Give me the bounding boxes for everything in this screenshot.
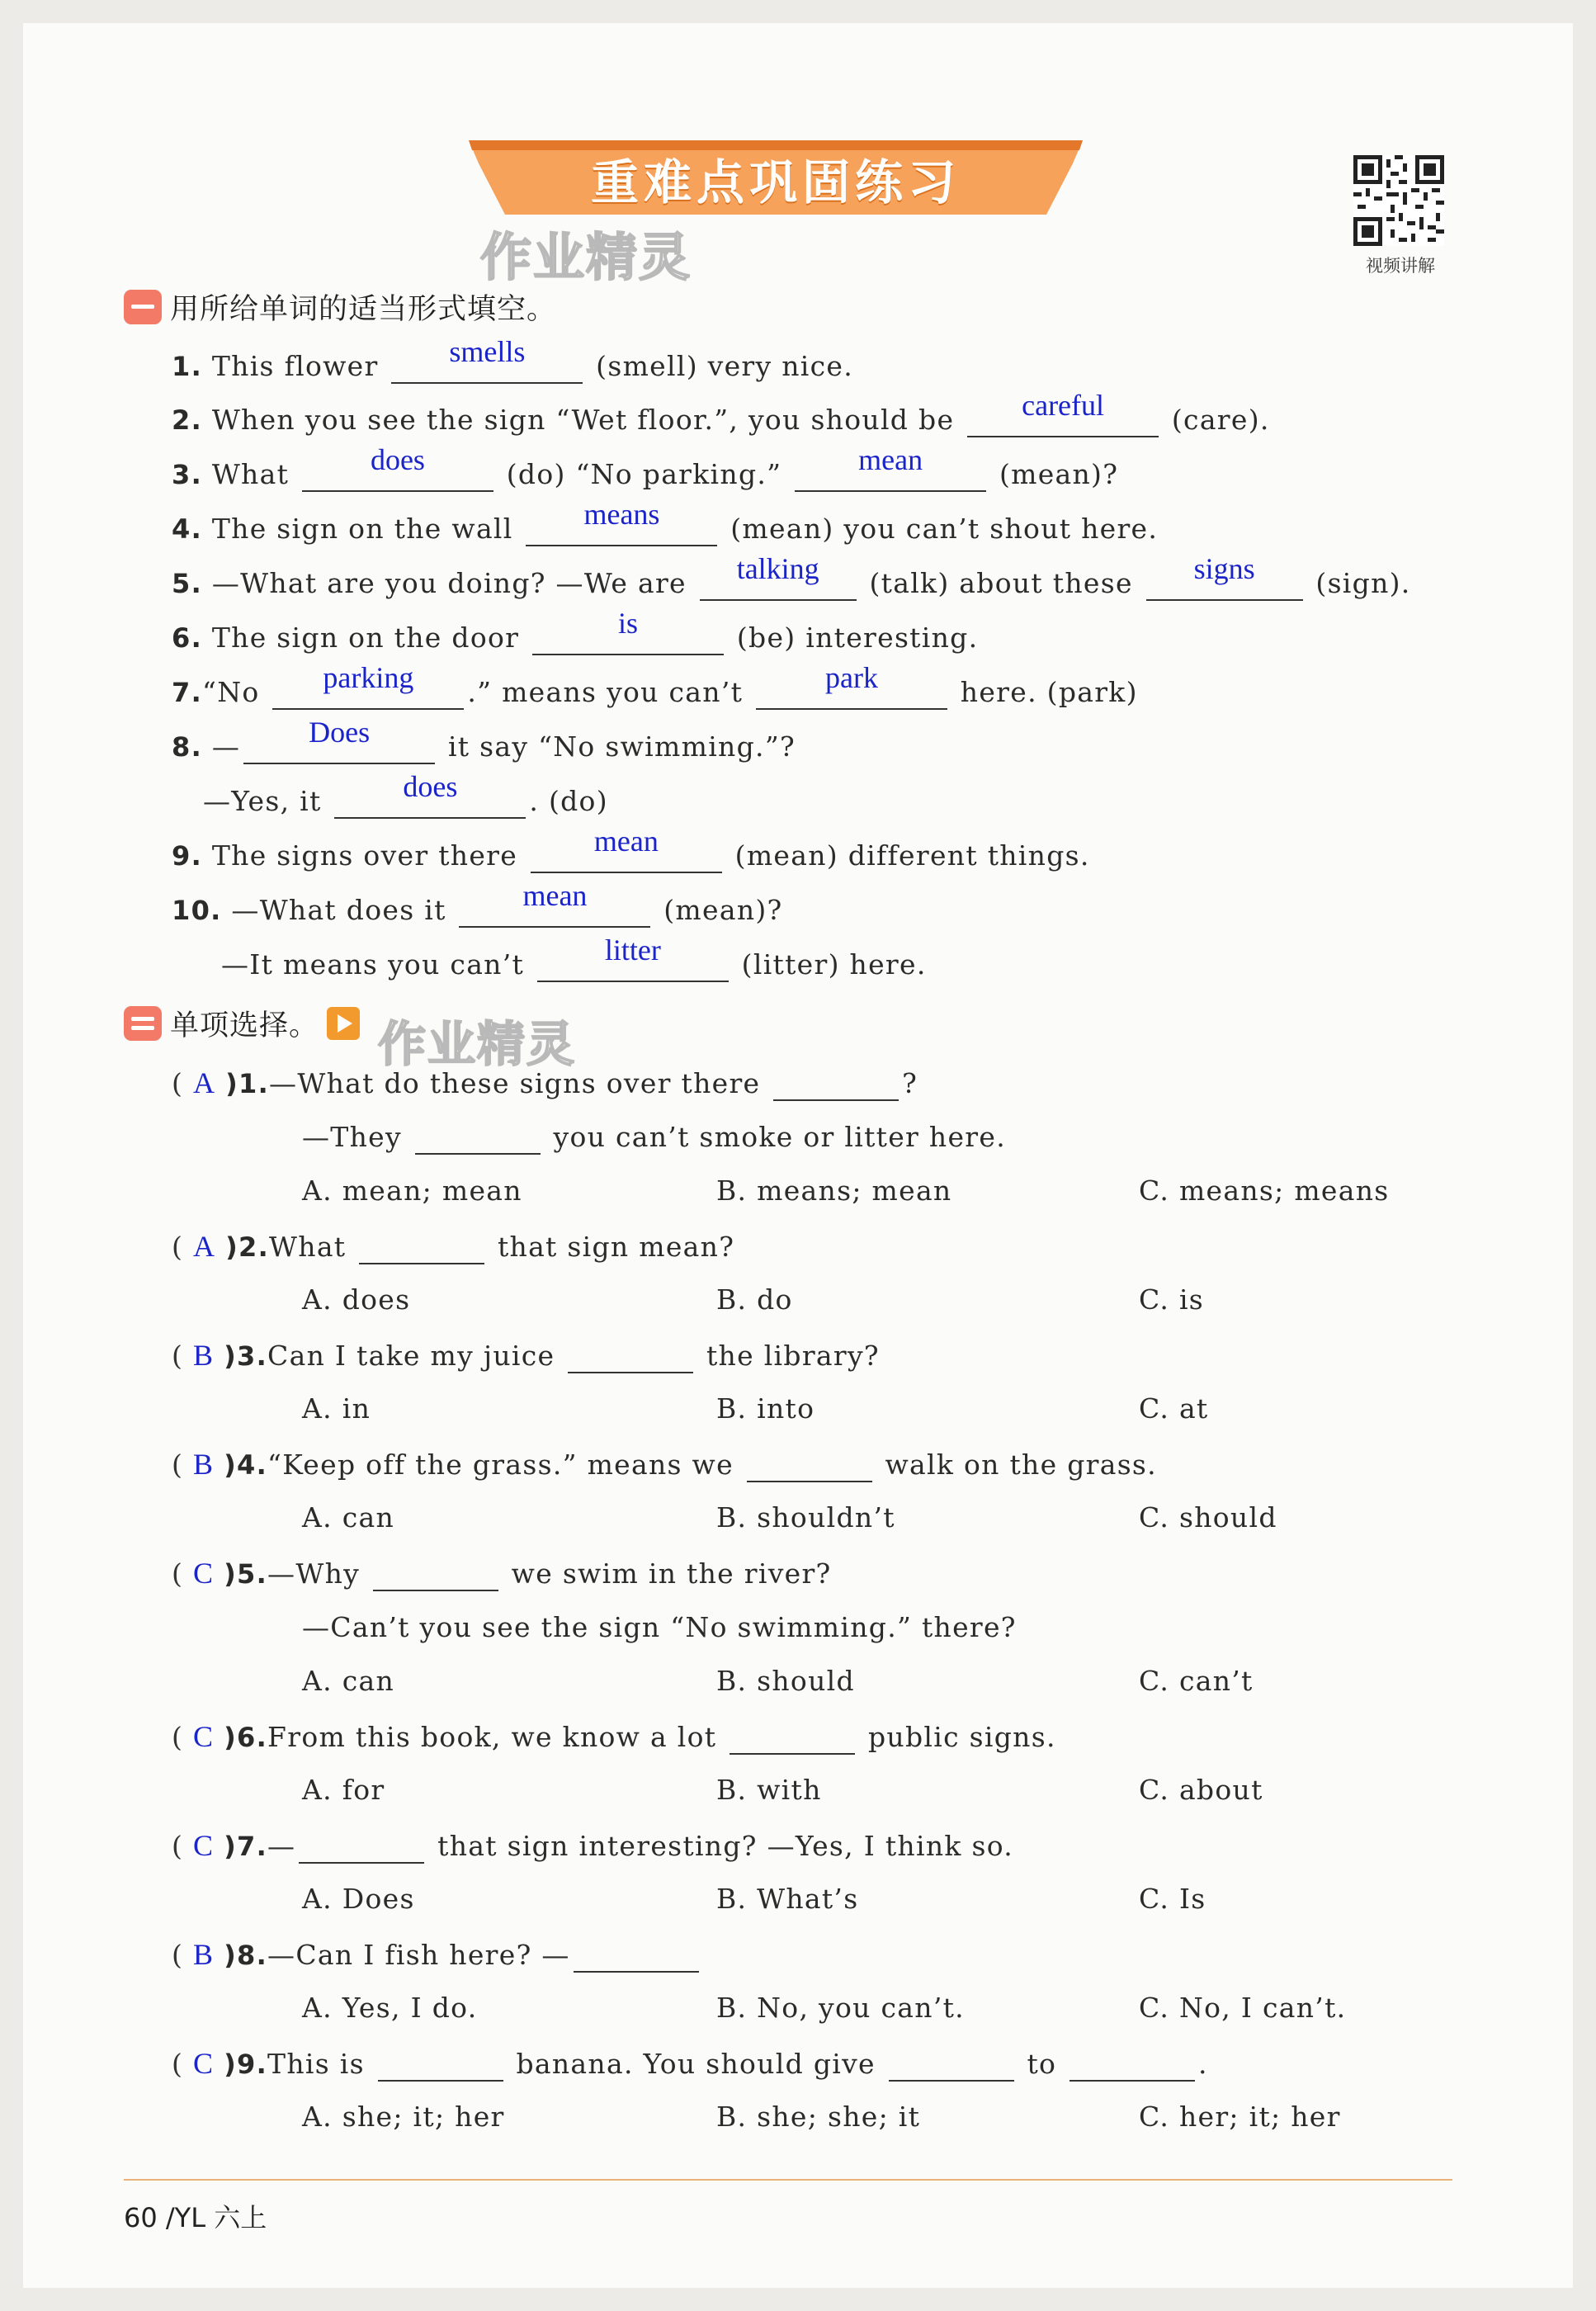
mc-question-1-line2: —They you can’t smoke or litter here. bbox=[302, 1121, 1006, 1153]
watermark: 作业精灵 bbox=[480, 227, 692, 287]
mc-answer-4[interactable]: B bbox=[192, 1448, 215, 1481]
answer-8b[interactable]: does bbox=[403, 770, 458, 803]
section-one-badge-icon bbox=[124, 290, 162, 324]
mc-question-5-line2: —Can’t you see the sign “No swimming.” there? bbox=[302, 1611, 1017, 1643]
answer-7b[interactable]: park bbox=[825, 661, 878, 694]
mc-option[interactable]: C. can’t bbox=[1139, 1665, 1254, 1697]
section1-header bbox=[124, 286, 556, 328]
mc-option[interactable]: B. What’s bbox=[716, 1883, 859, 1915]
fill-item-10: 10. —What does it mean (mean)? bbox=[172, 879, 783, 926]
section-two-badge-icon bbox=[124, 1006, 162, 1041]
answer-8a[interactable]: Does bbox=[309, 716, 371, 749]
answer-4[interactable]: means bbox=[583, 498, 660, 531]
mc-answer-7[interactable]: C bbox=[192, 1829, 215, 1862]
mc-answer-2[interactable]: A bbox=[192, 1230, 216, 1263]
mc-option[interactable]: A. does bbox=[302, 1283, 411, 1316]
mc-question-9: ( C )9.This is banana. You should give to . bbox=[172, 2047, 1208, 2080]
mc-answer-3[interactable]: B bbox=[192, 1339, 215, 1372]
mc-option[interactable]: C. means; means bbox=[1139, 1174, 1390, 1207]
mc-option[interactable]: B. do bbox=[716, 1283, 793, 1316]
answer-3b[interactable]: mean bbox=[858, 443, 923, 476]
mc-question-5: ( C )5.—Why we swim in the river? bbox=[172, 1557, 832, 1590]
fill-item-8: 8. — Does it say “No swimming.”? bbox=[172, 716, 796, 763]
section1-title: 用所给单词的适当形式填空。 bbox=[170, 293, 557, 326]
mc-question-7: ( C )7.— that sign interesting? —Yes, I think so. bbox=[172, 1829, 1014, 1862]
mc-option[interactable]: A. she; it; her bbox=[302, 2101, 505, 2133]
mc-question-4: ( B )4.“Keep off the grass.” means we walk on the grass. bbox=[172, 1448, 1157, 1481]
mc-option[interactable]: B. No, you can’t. bbox=[716, 1992, 965, 2024]
mc-option[interactable]: C. No, I can’t. bbox=[1139, 1992, 1347, 2024]
page-number: 60 /YL 六上 bbox=[124, 2202, 267, 2233]
mc-answer-9[interactable]: C bbox=[192, 2047, 215, 2080]
qr-label: 视频讲解 bbox=[1366, 256, 1435, 276]
fill-item-4: 4. The sign on the wall means (mean) you can’t shout here. bbox=[172, 498, 1159, 545]
answer-10a[interactable]: mean bbox=[522, 879, 588, 912]
answer-6[interactable]: is bbox=[618, 607, 639, 640]
fill-item-6: 6. The sign on the door is (be) interesting. bbox=[172, 607, 979, 654]
fill-item-10-reply: —It means you can’t litter (litter) here. bbox=[221, 933, 927, 981]
fill-item-9: 9. The signs over there mean (mean) different things. bbox=[172, 825, 1090, 872]
mc-option[interactable]: B. shouldn’t bbox=[716, 1501, 895, 1534]
mc-option[interactable]: A. mean; mean bbox=[302, 1174, 522, 1207]
mc-question-1: ( A )1.—What do these signs over there ? bbox=[172, 1066, 918, 1099]
mc-answer-1[interactable]: A bbox=[192, 1066, 216, 1099]
fill-item-3: 3. What does (do) “No parking.” mean (mean)? bbox=[172, 443, 1119, 490]
section2-title: 单项选择。 bbox=[170, 1009, 319, 1042]
mc-option[interactable]: C. should bbox=[1139, 1501, 1277, 1534]
answer-9[interactable]: mean bbox=[593, 825, 659, 858]
mc-option[interactable]: A. for bbox=[302, 1774, 385, 1806]
answer-1[interactable]: smells bbox=[449, 335, 526, 368]
mc-option[interactable]: A. Does bbox=[302, 1883, 415, 1915]
mc-option[interactable]: B. should bbox=[716, 1665, 855, 1697]
mc-question-8: ( B )8.—Can I fish here? — bbox=[172, 1937, 702, 1973]
mc-option[interactable]: C. is bbox=[1139, 1283, 1205, 1316]
answer-7a[interactable]: parking bbox=[323, 661, 414, 694]
mc-option[interactable]: A. can bbox=[302, 1501, 395, 1534]
mc-option[interactable]: C. at bbox=[1139, 1392, 1209, 1425]
qr-code-icon[interactable] bbox=[1353, 155, 1444, 246]
mc-option[interactable]: B. means; mean bbox=[716, 1174, 952, 1207]
section2-header bbox=[124, 1003, 360, 1044]
mc-option[interactable]: B. into bbox=[716, 1392, 815, 1425]
mc-option[interactable]: A. Yes, I do. bbox=[302, 1992, 478, 2024]
watermark-2: 作业精灵 bbox=[378, 1016, 577, 1072]
section-banner bbox=[462, 132, 1089, 223]
fill-item-2: 2. When you see the sign “Wet floor.”, you should be careful (care). bbox=[172, 389, 1270, 436]
mc-option[interactable]: B. she; she; it bbox=[716, 2101, 921, 2133]
mc-option[interactable]: C. her; it; her bbox=[1139, 2101, 1341, 2133]
mc-answer-5[interactable]: C bbox=[192, 1557, 215, 1590]
mc-option[interactable]: A. in bbox=[302, 1392, 371, 1425]
mc-question-2: ( A )2.What that sign mean? bbox=[172, 1230, 735, 1263]
fill-item-8-reply: —Yes, it does . (do) bbox=[203, 770, 608, 817]
mc-question-6: ( C )6.From this book, we know a lot public signs. bbox=[172, 1720, 1056, 1753]
mc-option[interactable]: B. with bbox=[716, 1774, 822, 1806]
mc-option[interactable]: A. can bbox=[302, 1665, 395, 1697]
answer-2[interactable]: careful bbox=[1022, 389, 1105, 422]
answer-10b[interactable]: litter bbox=[604, 933, 661, 966]
footer-divider bbox=[124, 2179, 1452, 2181]
mc-answer-6[interactable]: C bbox=[192, 1720, 215, 1753]
fill-item-1: 1. This flower smells (smell) very nice. bbox=[172, 335, 854, 382]
mc-option[interactable]: C. Is bbox=[1139, 1883, 1206, 1915]
fill-item-5: 5. —What are you doing? —We are talking (talk) about these signs (sign). bbox=[172, 552, 1411, 599]
fill-item-7: 7.“No parking .” means you can’t park here. (park) bbox=[172, 661, 1138, 708]
mc-answer-8[interactable]: B bbox=[192, 1938, 215, 1971]
play-video-icon[interactable] bbox=[327, 1007, 360, 1040]
mc-option[interactable]: C. about bbox=[1139, 1774, 1263, 1806]
banner-title: 重难点巩固练习 bbox=[590, 154, 961, 210]
answer-5a[interactable]: talking bbox=[736, 552, 819, 585]
answer-5b[interactable]: signs bbox=[1193, 552, 1255, 585]
mc-question-3: ( B )3.Can I take my juice the library? bbox=[172, 1339, 880, 1372]
answer-3a[interactable]: does bbox=[370, 443, 425, 476]
